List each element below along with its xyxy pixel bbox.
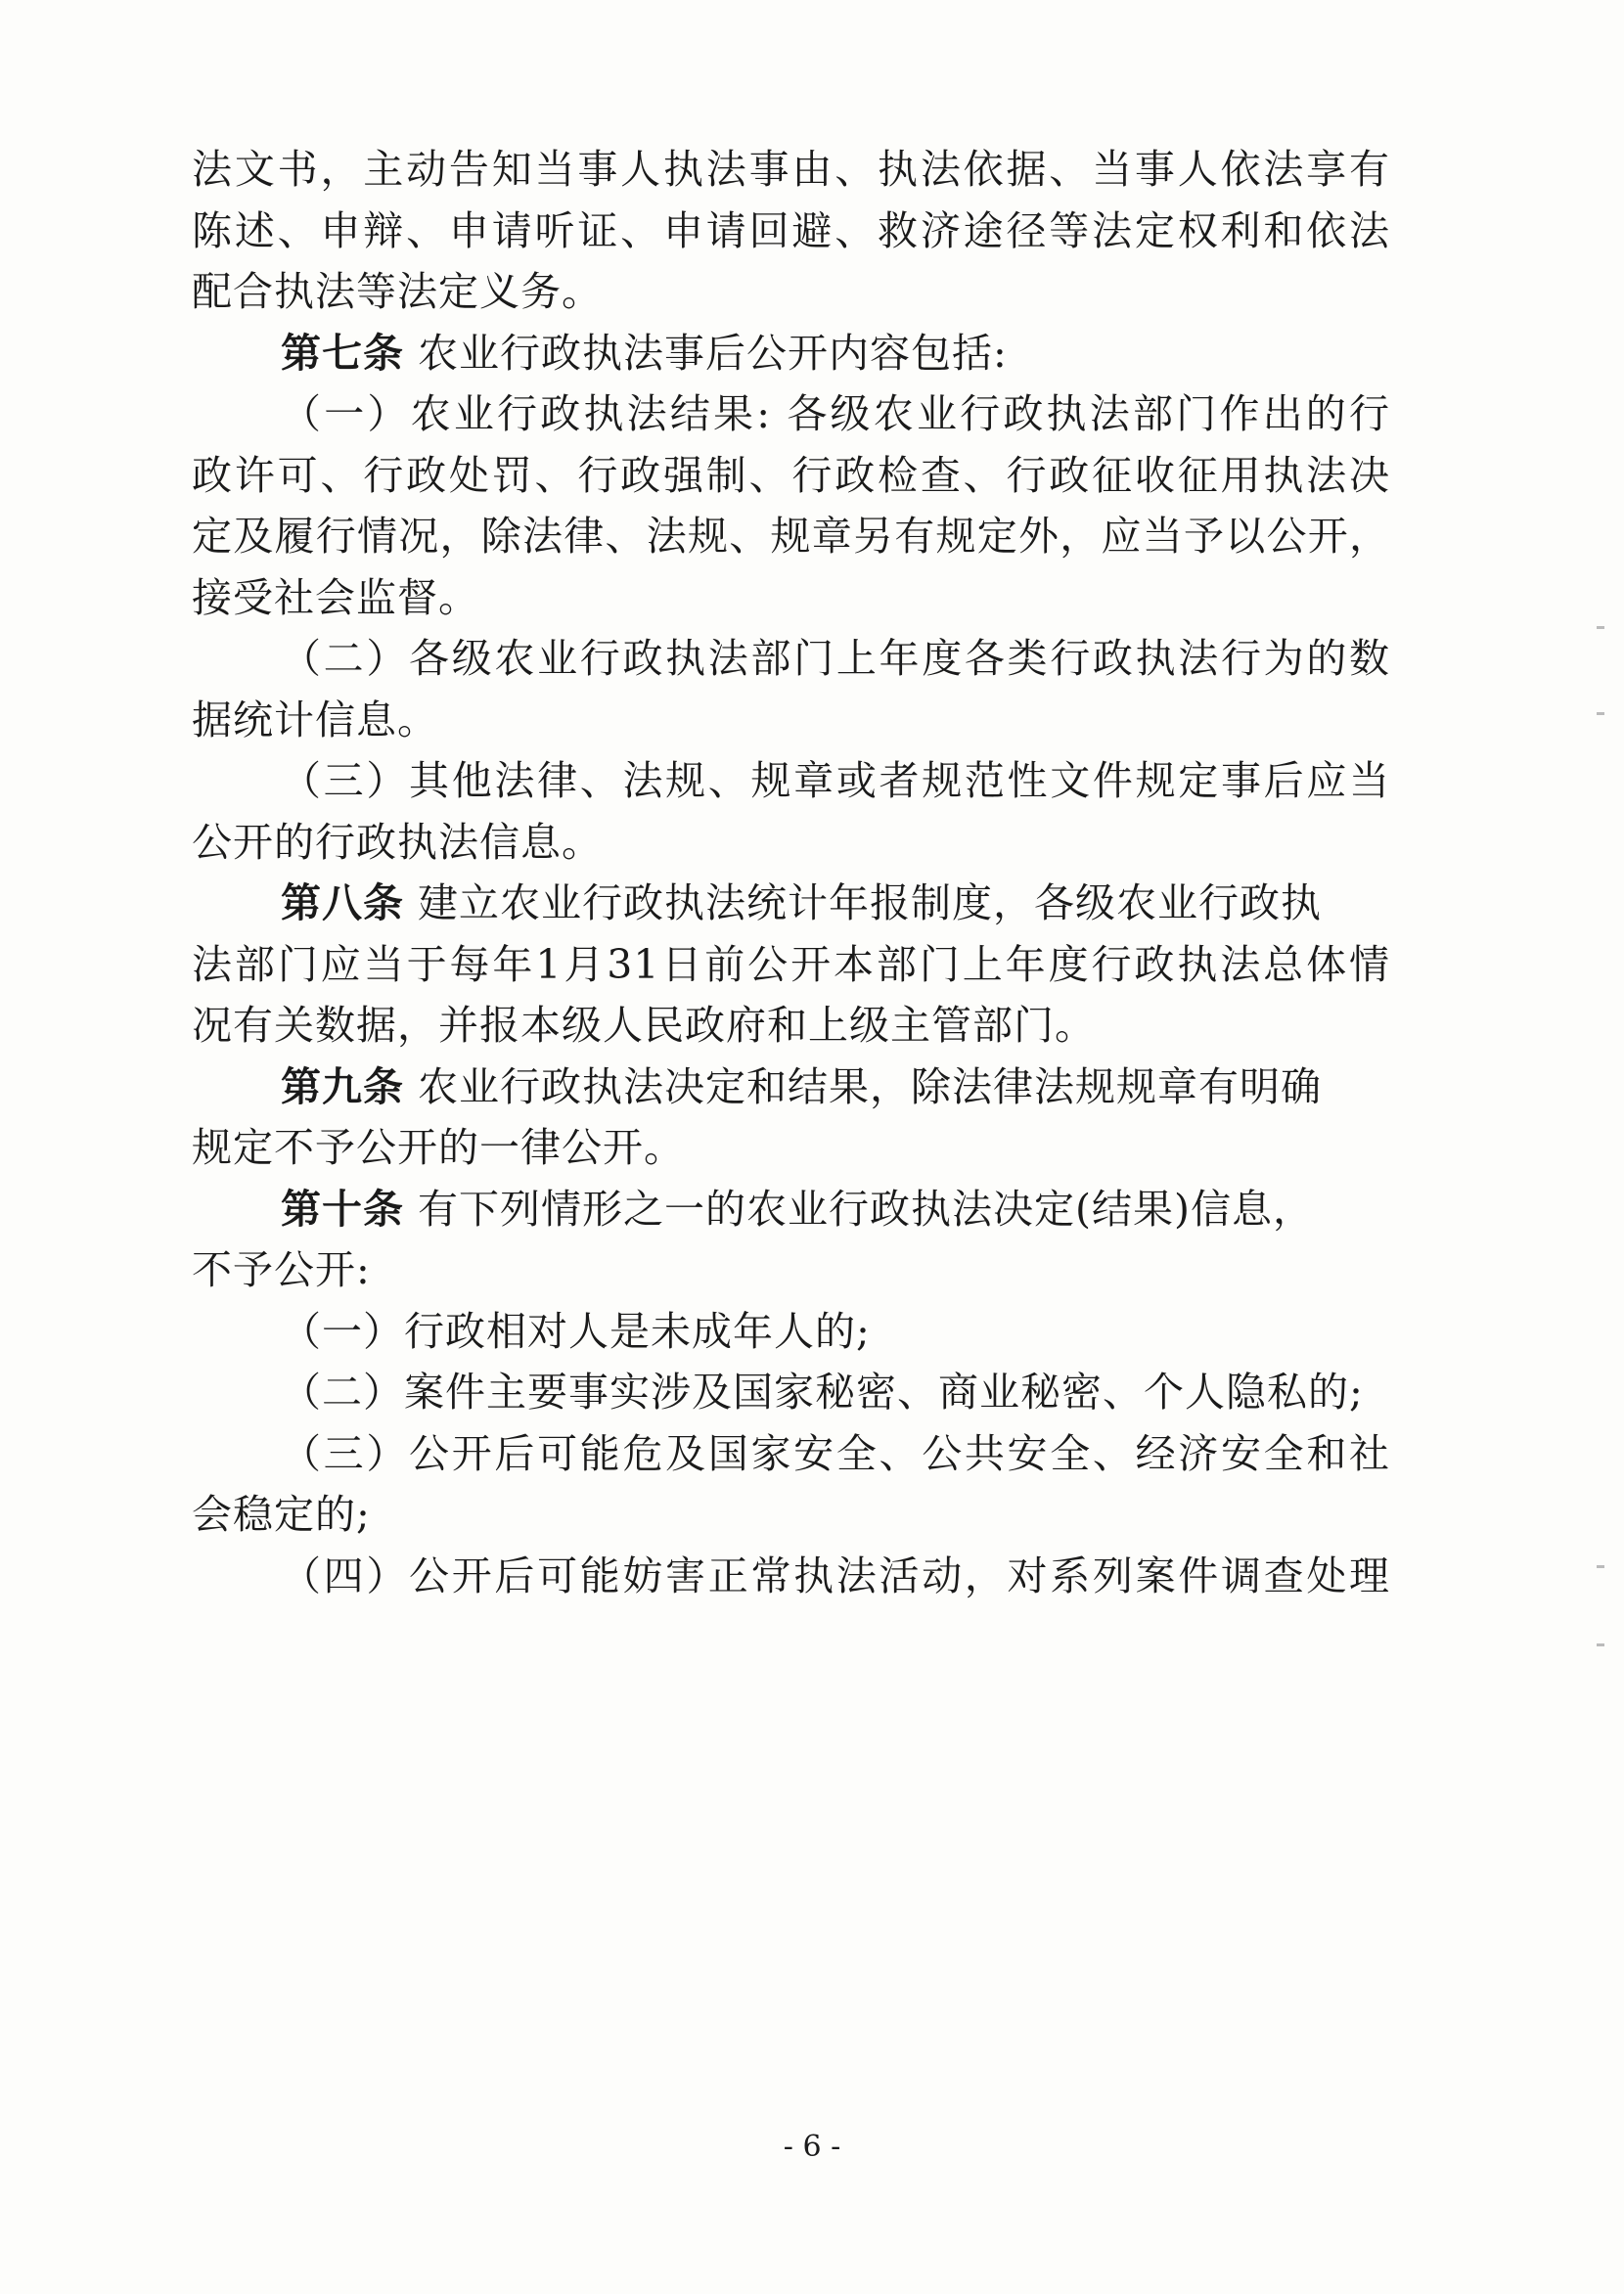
article-9-heading-line [281,1057,1390,1116]
article-7-heading-line [281,324,1390,382]
text-line: （四）公开后可能妨害正常执法活动，对系列案件调查处理 [281,1552,1390,1599]
article-text: 农业行政执法事后公开内容包括: [404,330,1008,377]
article-text: 农业行政执法决定和结果，除法律法规规章有明确 [404,1063,1323,1110]
page-number: - 6 - [783,2130,841,2164]
article-title: 第九条 [281,1063,404,1110]
text-line: 据统计信息。 [192,697,438,743]
text-line: 接受社会监督。 [192,574,479,621]
scan-artifact [1597,1565,1604,1568]
text-line: 陈述、申辩、申请听证、申请回避、救济途径等法定权利和依法 [192,207,1390,254]
article-text: 建立农业行政执法统计年报制度，各级农业行政执 [404,879,1323,926]
text-line: 政许可、行政处罚、行政强制、行政检查、行政征收征用执法决 [192,452,1390,499]
scan-artifact [1597,712,1604,715]
text-line: 配合执法等法定义务。 [192,268,603,315]
text-line: 法文书，主动告知当事人执法事由、执法依据、当事人依法享有 [192,146,1390,193]
text-line: 会稳定的; [192,1491,371,1538]
text-line: （二）案件主要事实涉及国家秘密、商业秘密、个人隐私的; [281,1369,1364,1416]
text-line: 况有关数据，并报本级人民政府和上级主管部门。 [192,1002,1096,1049]
scan-artifact [1597,626,1604,629]
text-line: 规定不予公开的一律公开。 [192,1124,685,1171]
text-line: （一）行政相对人是未成年人的; [281,1308,871,1355]
scan-artifact [1597,1643,1604,1646]
text-line: 法部门应当于每年1月31日前公开本部门上年度行政执法总体情 [192,941,1390,988]
text-line: 不予公开: [192,1246,371,1293]
article-10-heading-line [281,1180,1390,1238]
article-title: 第七条 [281,330,404,377]
text-line: （三）公开后可能危及国家安全、公共安全、经济安全和社 [281,1430,1390,1477]
article-title: 第八条 [281,879,404,926]
text-line: 定及履行情况，除法律、法规、规章另有规定外，应当予以公开， [192,513,1390,560]
text-line: （三）其他法律、法规、规章或者规范性文件规定事后应当 [281,757,1390,804]
article-text: 有下列情形之一的农业行政执法决定(结果)信息， [404,1186,1315,1233]
article-8-heading-line [281,874,1390,932]
text-line: （一）农业行政执法结果: 各级农业行政执法部门作出的行 [281,390,1390,437]
text-line: （二）各级农业行政执法部门上年度各类行政执法行为的数 [281,635,1390,682]
text-line: 公开的行政执法信息。 [192,819,603,866]
article-title: 第十条 [281,1186,404,1233]
